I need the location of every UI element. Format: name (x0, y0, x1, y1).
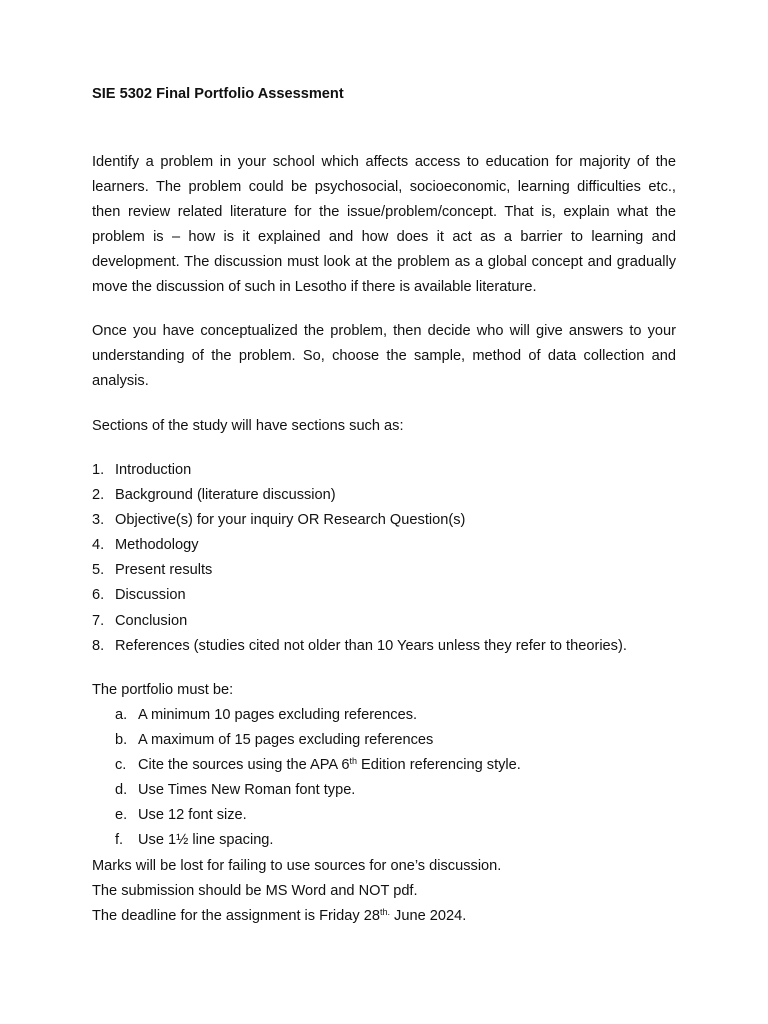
list-item (92, 753, 692, 778)
list-item-number: 8. (92, 637, 105, 654)
marks-note: Marks will be lost for failing to use sources for one’s discussion. (92, 858, 502, 874)
list-item (92, 458, 692, 483)
notes-block (92, 854, 692, 929)
list-item-text: Use 1½ line spacing. (138, 832, 274, 849)
list-item-number: 1. (92, 462, 105, 478)
list-item-text: Use 12 font size. (138, 807, 247, 824)
list-item-text: Objective(s) for your inquiry OR Research Question(s) (115, 512, 466, 529)
list-item-letter: a. (115, 707, 128, 723)
apa-text-before: Cite the sources using the APA 6 (138, 757, 350, 774)
list-item-letter: b. (115, 732, 128, 749)
list-item (92, 558, 692, 583)
list-item-text: References (studies cited not older than 10 Years unless they refer to theories). (115, 637, 627, 654)
sections-intro-paragraph: Sections of the study will have sections such as: (92, 418, 404, 434)
conceptualize-paragraph: Once you have conceptualized the problem, then decide who will give answers to your understanding of the problem. So, choose the sample, method of data collection and analysis. (92, 323, 676, 390)
list-item-text: A minimum 10 pages excluding references. (138, 707, 418, 723)
list-item-number: 2. (92, 487, 105, 504)
list-item (92, 609, 692, 634)
list-item-text: Conclusion (115, 612, 188, 629)
apa-text-after: Edition referencing style. (356, 757, 521, 774)
list-item (92, 778, 692, 803)
list-item (92, 828, 692, 853)
deadline-superscript: th. (379, 907, 390, 918)
list-item-text: Background (literature discussion) (115, 487, 336, 504)
list-item-letter: f. (115, 832, 124, 849)
apa-edition-superscript: th (349, 756, 357, 767)
list-item-number: 3. (92, 512, 105, 529)
list-item (92, 533, 692, 558)
list-item-text: Present results (115, 562, 213, 579)
list-item-number: 4. (92, 537, 105, 554)
list-item-text: Methodology (115, 537, 199, 554)
deadline-text-after: June 2024. (390, 908, 467, 925)
list-item-letter: d. (115, 782, 128, 799)
submission-note: The submission should be MS Word and NOT pdf. (92, 883, 418, 900)
list-item-text (138, 753, 521, 778)
requirements-list (92, 703, 692, 854)
list-item-text: Introduction (115, 462, 192, 478)
list-item (92, 803, 692, 828)
list-item (92, 703, 692, 728)
document-title: SIE 5302 Final Portfolio Assessment (92, 86, 344, 102)
sections-list (92, 458, 692, 659)
list-item-text: Discussion (115, 587, 186, 604)
list-item (92, 634, 692, 659)
list-item-number: 7. (92, 612, 105, 629)
list-item-letter: e. (115, 807, 128, 824)
deadline-note (92, 904, 692, 929)
list-item (92, 583, 692, 608)
problem-paragraph: Identify a problem in your school which affects access to education for majority of the learners. The problem could be psychosocial, socioeconomic, learning difficulties etc., then review related literature for the issue/problem/concept. That is, explain what the problem is – how is it explained and how does it act as a barrier to learning and development. The discussion must look at the problem as a global concept and gradually move the discussion of such in Lesotho if there is available literature. (92, 154, 676, 296)
list-item (92, 508, 692, 533)
list-item-number: 6. (92, 587, 105, 604)
list-item (92, 728, 692, 753)
list-item-text: Use Times New Roman font type. (138, 782, 356, 799)
list-item-letter: c. (115, 757, 127, 774)
portfolio-requirements-heading: The portfolio must be: (92, 682, 234, 698)
list-item (92, 483, 692, 508)
list-item-text: A maximum of 15 pages excluding references (138, 732, 434, 749)
deadline-text-before: The deadline for the assignment is Friday 28 (92, 908, 380, 925)
list-item-number: 5. (92, 562, 105, 579)
